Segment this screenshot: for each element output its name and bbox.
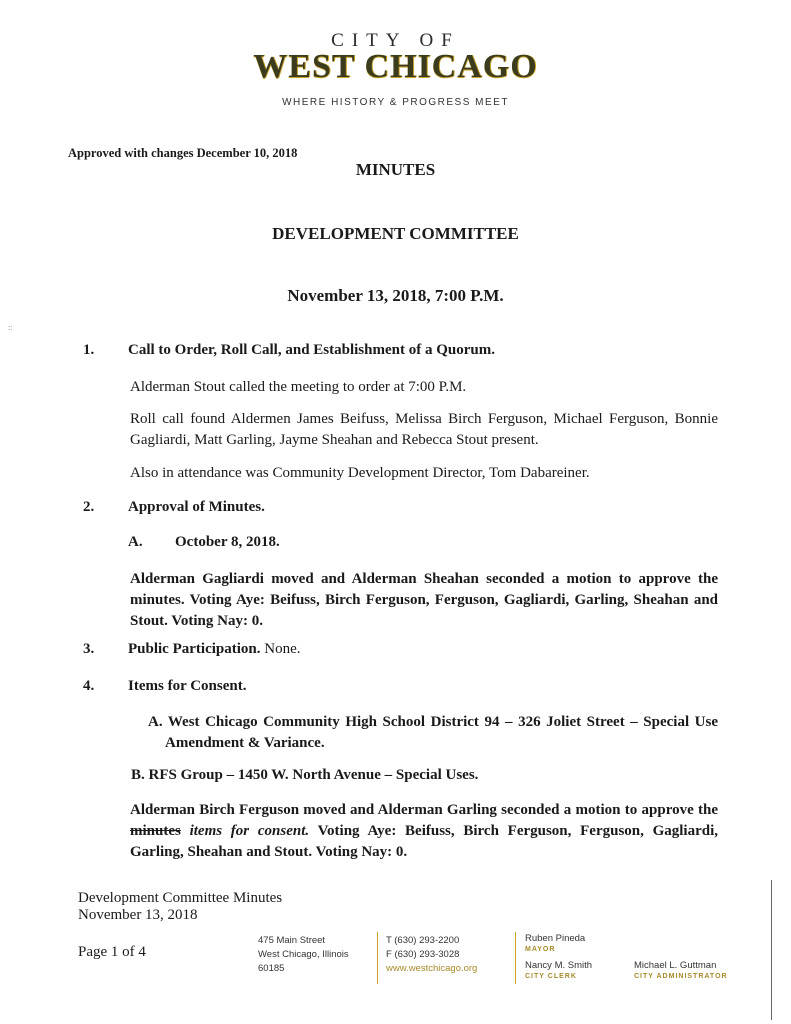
margin-mark: :: bbox=[8, 323, 13, 332]
approved-note: Approved with changes December 10, 2018 bbox=[68, 146, 298, 160]
footer-mayor-title: MAYOR bbox=[525, 946, 556, 953]
footer-address bbox=[258, 934, 349, 976]
logo-tagline: WHERE HISTORY & PROGRESS MEET bbox=[282, 97, 509, 108]
item-4-motion-end: Voting Aye: Beifuss, Birch Ferguson, Ferguson, Gagliardi, Garling, Sheahan and Stout. Voting Nay: 0. bbox=[130, 823, 719, 860]
footer-divider-1 bbox=[377, 932, 378, 984]
logo-city-of: CITY OF bbox=[331, 30, 460, 51]
item-4-motion-start: Alderman Birch Ferguson moved and Alderman Garling seconded a motion to approve the bbox=[130, 802, 718, 818]
item-2-title: Approval of Minutes. bbox=[128, 499, 265, 515]
item-2-sub-letter: A. bbox=[128, 534, 143, 550]
item-1-para-1: Alderman Stout called the meeting to order at 7:00 P.M. bbox=[130, 379, 467, 395]
footer-clerk bbox=[525, 959, 592, 984]
committee-name: DEVELOPMENT COMMITTEE bbox=[272, 224, 519, 243]
item-4-sub-a: A. West Chicago Community High School District 94 – 326 Joliet Street – Special Use Amendment & Variance. bbox=[148, 714, 718, 751]
item-4-sub-b: B. RFS Group – 1450 W. North Avenue – Special Uses. bbox=[131, 767, 479, 783]
footer-mayor-name: Ruben Pineda bbox=[525, 933, 586, 944]
footer-website[interactable]: www.westchicago.org bbox=[386, 963, 478, 974]
item-4-motion-italic: items for consent. bbox=[189, 823, 310, 839]
item-4-motion-struck: minutes bbox=[130, 823, 181, 839]
item-3-title bbox=[128, 641, 301, 658]
meeting-date: November 13, 2018, 7:00 P.M. bbox=[287, 286, 504, 305]
item-3-number: 3. bbox=[83, 641, 95, 657]
footer-administrator bbox=[634, 959, 728, 984]
item-1-para-2: Roll call found Aldermen James Beifuss, Melissa Birch Ferguson, Michael Ferguson, Bonnie Gagliardi, Matt Garling, Jayme Sheahan and Rebecca Stout present. bbox=[130, 411, 718, 448]
footer-doc-date: November 13, 2018 bbox=[78, 907, 198, 923]
footer-page-number: Page 1 of 4 bbox=[78, 944, 146, 960]
footer-address-line-2: West Chicago, Illinois bbox=[258, 949, 349, 960]
footer-phone: T (630) 293-2200 bbox=[386, 935, 460, 946]
item-3-title-suffix: None. bbox=[264, 641, 301, 657]
footer-clerk-title: CITY CLERK bbox=[525, 973, 577, 980]
item-4-title: Items for Consent. bbox=[128, 678, 247, 694]
item-2-number: 2. bbox=[83, 499, 95, 515]
logo-west-chicago: WEST CHICAGO bbox=[253, 48, 538, 85]
item-1-number: 1. bbox=[83, 342, 95, 358]
footer-doc-name: Development Committee Minutes bbox=[78, 890, 283, 906]
item-1-para-3: Also in attendance was Community Development Director, Tom Dabareiner. bbox=[130, 465, 590, 481]
footer-mayor bbox=[525, 932, 585, 957]
item-2-motion: Alderman Gagliardi moved and Alderman Sheahan seconded a motion to approve the minutes. Voting Aye: Beifuss, Birch Ferguson, Ferguson, Gagliardi, Garling, Sheahan and Stout. Voting Nay: 0. bbox=[130, 571, 718, 629]
footer-fax: F (630) 293-3028 bbox=[386, 949, 460, 960]
footer-admin-name: Michael L. Guttman bbox=[634, 960, 717, 971]
footer-admin-title: CITY ADMINISTRATOR bbox=[634, 973, 728, 980]
footer-clerk-name: Nancy M. Smith bbox=[525, 960, 593, 971]
item-4-motion bbox=[130, 800, 718, 863]
footer-address-line-3: 60185 bbox=[258, 963, 285, 974]
footer-divider-2 bbox=[515, 932, 516, 984]
item-4-number: 4. bbox=[83, 678, 95, 694]
item-3-title-text: Public Participation. bbox=[128, 641, 261, 657]
footer-address-line-1: 475 Main Street bbox=[258, 935, 326, 946]
footer-contact bbox=[386, 934, 477, 976]
item-1-title: Call to Order, Roll Call, and Establishment of a Quorum. bbox=[128, 342, 495, 358]
item-2-sub-title: October 8, 2018. bbox=[175, 534, 280, 550]
document-title: MINUTES bbox=[355, 160, 436, 179]
page-edge-line bbox=[771, 880, 772, 1020]
